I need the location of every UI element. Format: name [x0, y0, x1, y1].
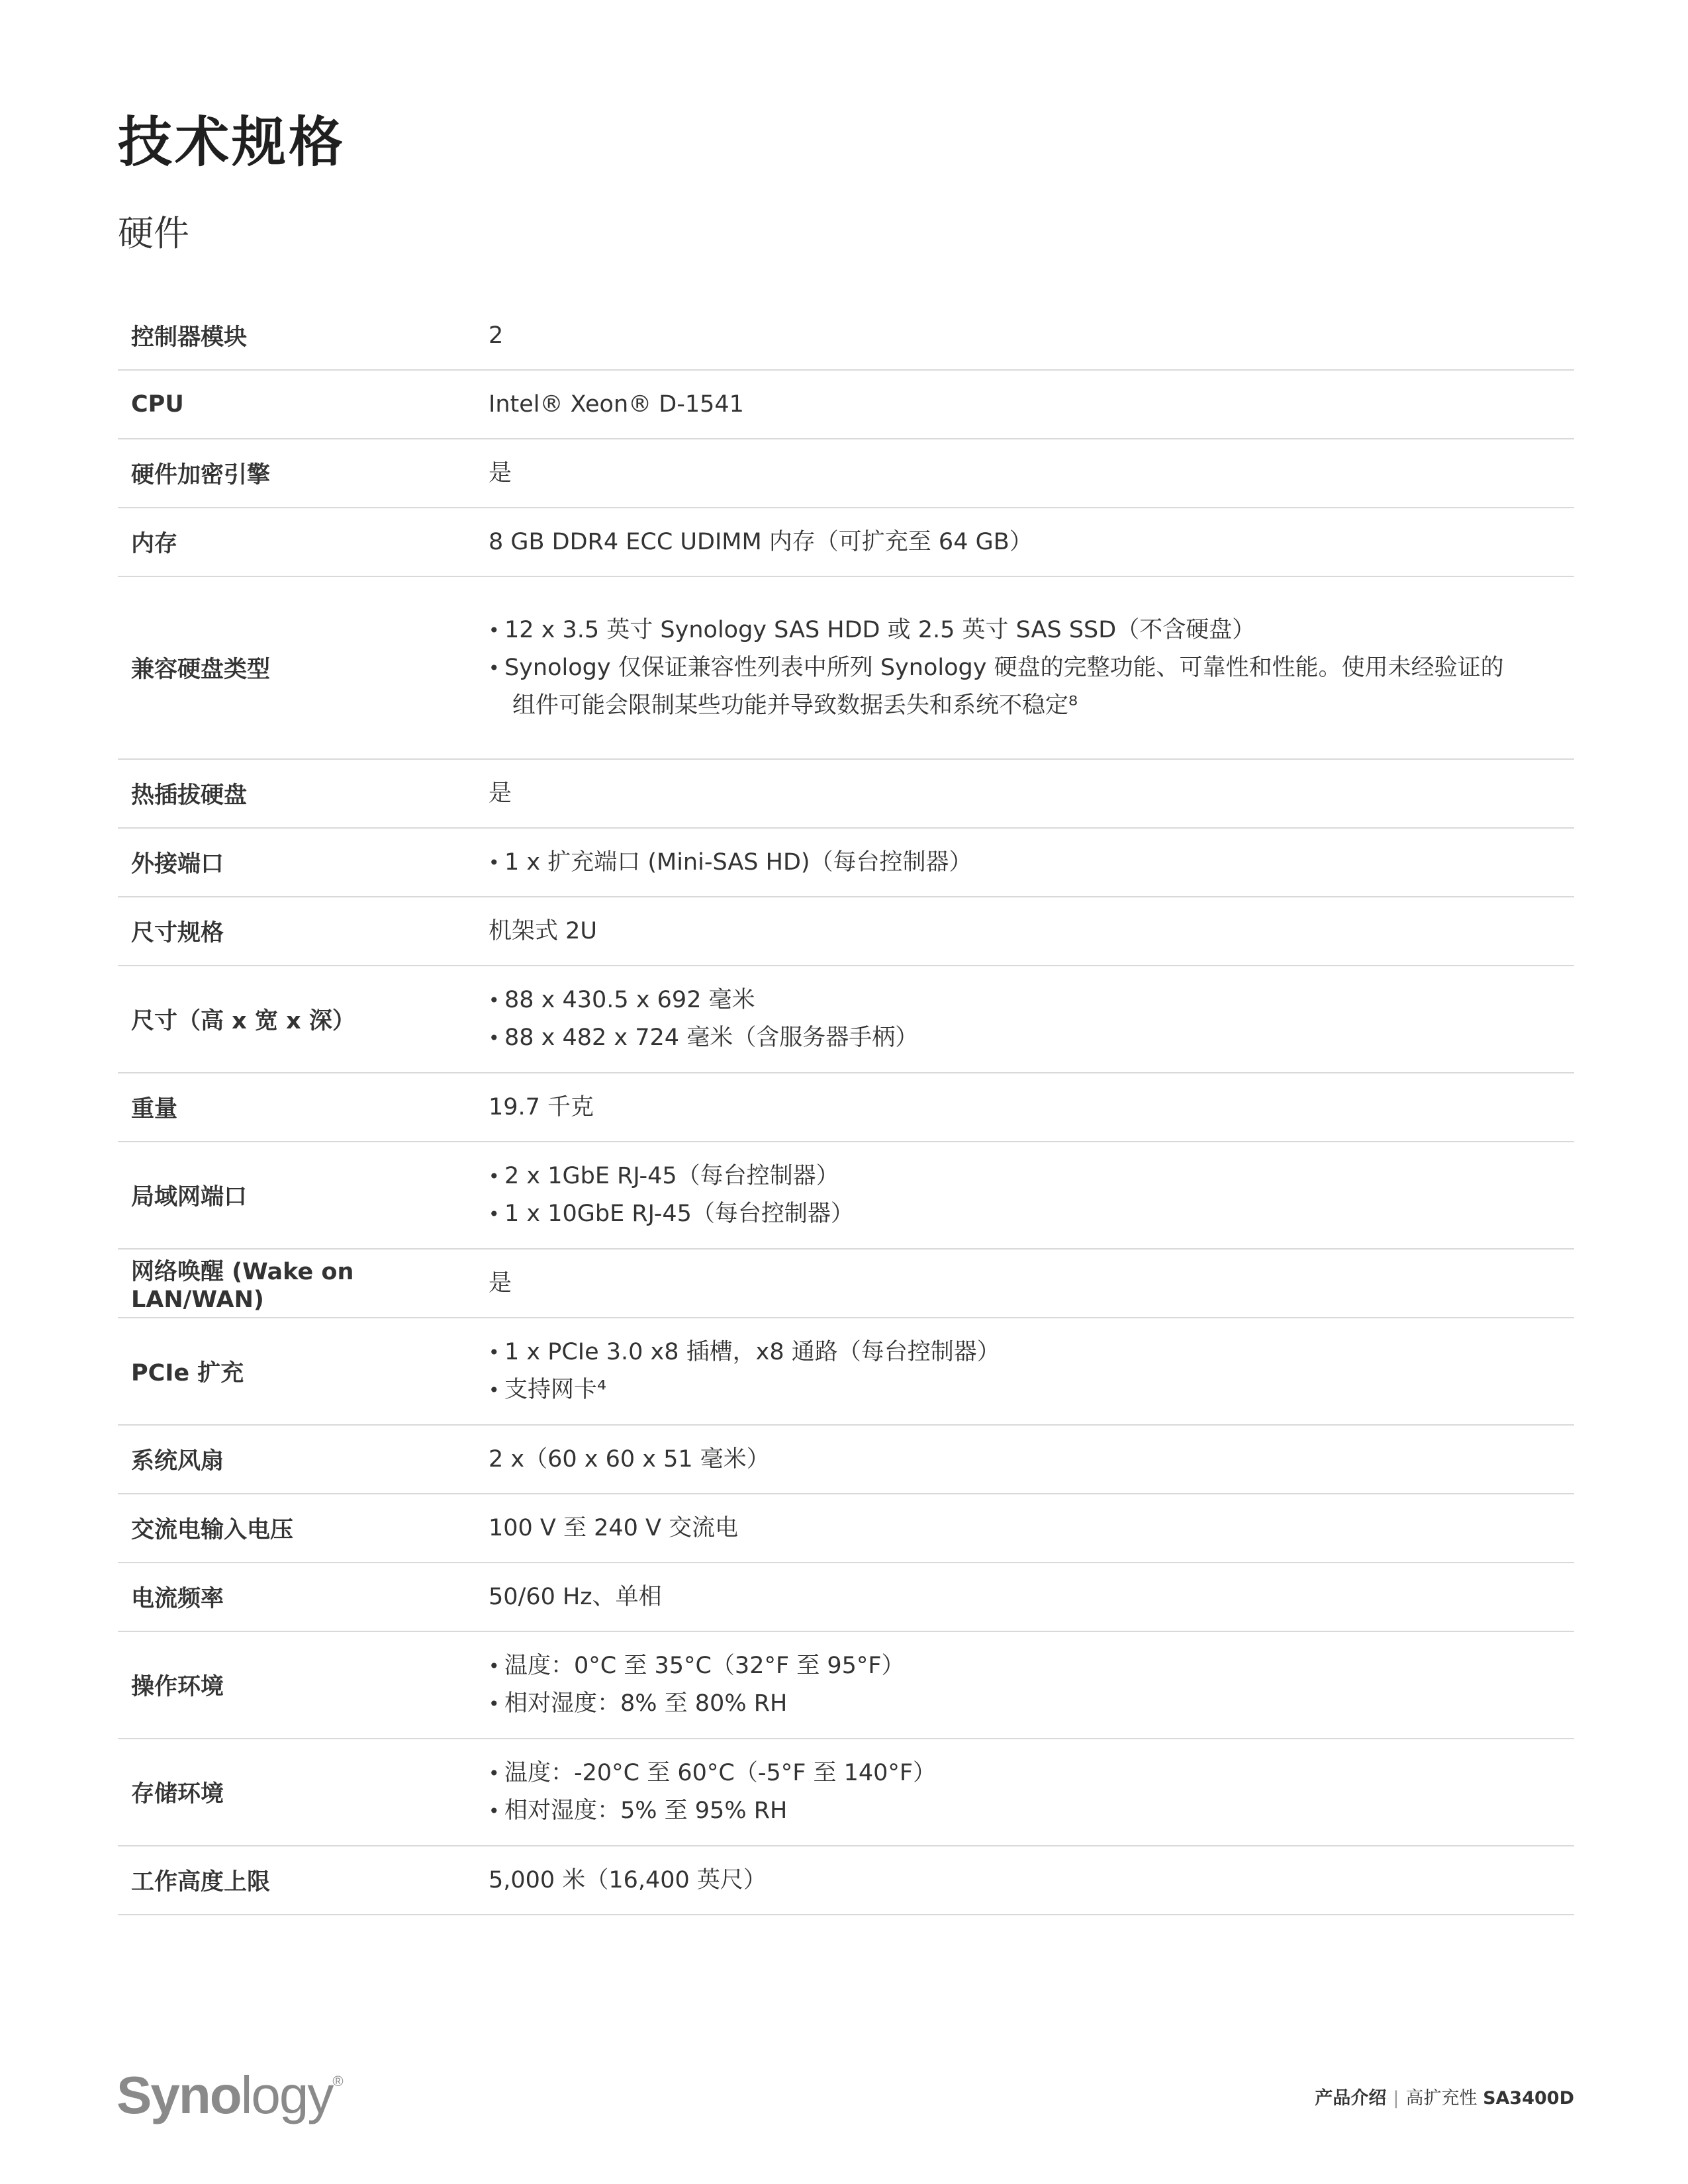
- footer-model: SA3400D: [1483, 2088, 1574, 2109]
- spec-label: 兼容硬盘类型: [131, 657, 271, 683]
- spec-value: 8 GB DDR4 ECC UDIMM 内存（可扩充至 64 GB）: [489, 528, 1033, 555]
- spec-label: 硬件加密引擎: [131, 462, 271, 488]
- bullet-item: • 1 x 10GbE RJ-45（每台控制器）: [489, 1195, 1561, 1233]
- spec-label: 重量: [131, 1096, 178, 1122]
- spec-row-lan-ports: [118, 1142, 1574, 1250]
- spec-row-drive-types: [118, 577, 1574, 760]
- spec-label: 交流电输入电压: [131, 1517, 294, 1543]
- spec-label: 网络唤醒 (Wake on LAN/WAN): [131, 1259, 354, 1313]
- spec-value: [489, 844, 1574, 882]
- spec-row-dimensions: [118, 966, 1574, 1073]
- footer-caption: [1315, 2083, 1574, 2109]
- spec-row-ac-voltage: [118, 1494, 1574, 1563]
- spec-row-storage-env: [118, 1739, 1574, 1846]
- spec-value: [489, 1647, 1574, 1723]
- spec-row-weight: [118, 1073, 1574, 1142]
- spec-value: Intel® Xeon® D-1541: [489, 390, 744, 418]
- spec-label: 存储环境: [131, 1781, 224, 1807]
- spec-label: 操作环境: [131, 1674, 224, 1700]
- footer-separator: |: [1393, 2088, 1399, 2109]
- footer-doc-type: 产品介绍: [1315, 2088, 1387, 2109]
- spec-value: [489, 612, 1574, 725]
- bullet-item: • 相对湿度：5% 至 95% RH: [489, 1792, 1561, 1830]
- bullet-item: • 温度：-20°C 至 60°C（-5°F 至 140°F）: [489, 1754, 1561, 1792]
- spec-row-max-altitude: [118, 1846, 1574, 1915]
- spec-row-controllers: [118, 302, 1574, 371]
- spec-label: 内存: [131, 531, 178, 557]
- spec-label: PCIe 扩充: [131, 1360, 244, 1387]
- spec-label: 控制器模块: [131, 324, 248, 351]
- spec-value: 是: [489, 1269, 512, 1297]
- spec-row-cpu: [118, 371, 1574, 439]
- spec-label: 热插拔硬盘: [131, 782, 248, 809]
- synology-logo: [117, 2065, 342, 2126]
- spec-value: [489, 1754, 1574, 1830]
- spec-row-wake-on-lan: [118, 1250, 1574, 1318]
- footer-series: 高扩充性: [1405, 2088, 1477, 2109]
- bullet-item: • Synology 仅保证兼容性列表中所列 Synology 硬盘的完整功能、可靠性和性能。使用未经验证的: [489, 649, 1561, 687]
- spec-row-frequency: [118, 1563, 1574, 1632]
- spec-label: 局域网端口: [131, 1184, 248, 1210]
- section-title: 硬件: [118, 212, 189, 254]
- spec-label: 外接端口: [131, 851, 224, 878]
- spec-row-form-factor: [118, 897, 1574, 966]
- spec-value: 2 x（60 x 60 x 51 毫米）: [489, 1445, 770, 1473]
- bullet-item: • 1 x 扩充端口 (Mini-SAS HD)（每台控制器）: [489, 844, 1561, 882]
- spec-label: 工作高度上限: [131, 1869, 271, 1895]
- spec-row-pcie: [118, 1318, 1574, 1426]
- spec-row-encryption: [118, 439, 1574, 508]
- logo-registered-mark: ®: [332, 2073, 342, 2089]
- spec-value: [489, 1334, 1574, 1409]
- spec-value: 19.7 千克: [489, 1093, 594, 1120]
- spec-value: 5,000 米（16,400 英尺）: [489, 1866, 767, 1893]
- page-title: 技术规格: [118, 111, 346, 174]
- spec-row-fans: [118, 1426, 1574, 1494]
- bullet-item: • 支持网卡⁴: [489, 1371, 1561, 1409]
- spec-value: 100 V 至 240 V 交流电: [489, 1514, 739, 1541]
- spec-row-operating-env: [118, 1632, 1574, 1739]
- spec-value: [489, 1158, 1574, 1233]
- bullet-item: • 12 x 3.5 英寸 Synology SAS HDD 或 2.5 英寸 SAS SSD（不含硬盘）: [489, 612, 1561, 649]
- bullet-item: • 1 x PCIe 3.0 x8 插槽，x8 通路（每台控制器）: [489, 1334, 1561, 1371]
- bullet-item: • 88 x 482 x 724 毫米（含服务器手柄）: [489, 1019, 1561, 1057]
- spec-value: 2: [489, 322, 504, 349]
- bullet-item: • 相对湿度：8% 至 80% RH: [489, 1685, 1561, 1723]
- bullet-continuation: 组件可能会限制某些功能并导致数据丢失和系统不稳定⁸: [512, 692, 1078, 719]
- spec-value: 是: [489, 459, 512, 486]
- spec-value: [489, 981, 1574, 1057]
- spec-value: 是: [489, 780, 512, 807]
- bullet-item: • 88 x 430.5 x 692 毫米: [489, 981, 1561, 1019]
- spec-value: 机架式 2U: [489, 917, 598, 944]
- spec-row-hot-swap: [118, 760, 1574, 829]
- spec-label: 尺寸规格: [131, 920, 224, 946]
- spec-row-external-ports: [118, 829, 1574, 897]
- logo-bold-part: Syno: [117, 2066, 241, 2124]
- spec-row-memory: [118, 508, 1574, 577]
- spec-table: [118, 301, 1574, 1915]
- spec-label: 尺寸（高 x 宽 x 深）: [131, 1008, 355, 1034]
- bullet-item: • 温度：0°C 至 35°C（32°F 至 95°F）: [489, 1647, 1561, 1685]
- spec-label: 电流频率: [131, 1586, 224, 1612]
- logo-light-part: logy: [240, 2066, 333, 2124]
- bullet-item: • 2 x 1GbE RJ-45（每台控制器）: [489, 1158, 1561, 1195]
- spec-label: 系统风扇: [131, 1448, 224, 1475]
- spec-value: 50/60 Hz、单相: [489, 1583, 662, 1610]
- spec-label: CPU: [131, 391, 184, 418]
